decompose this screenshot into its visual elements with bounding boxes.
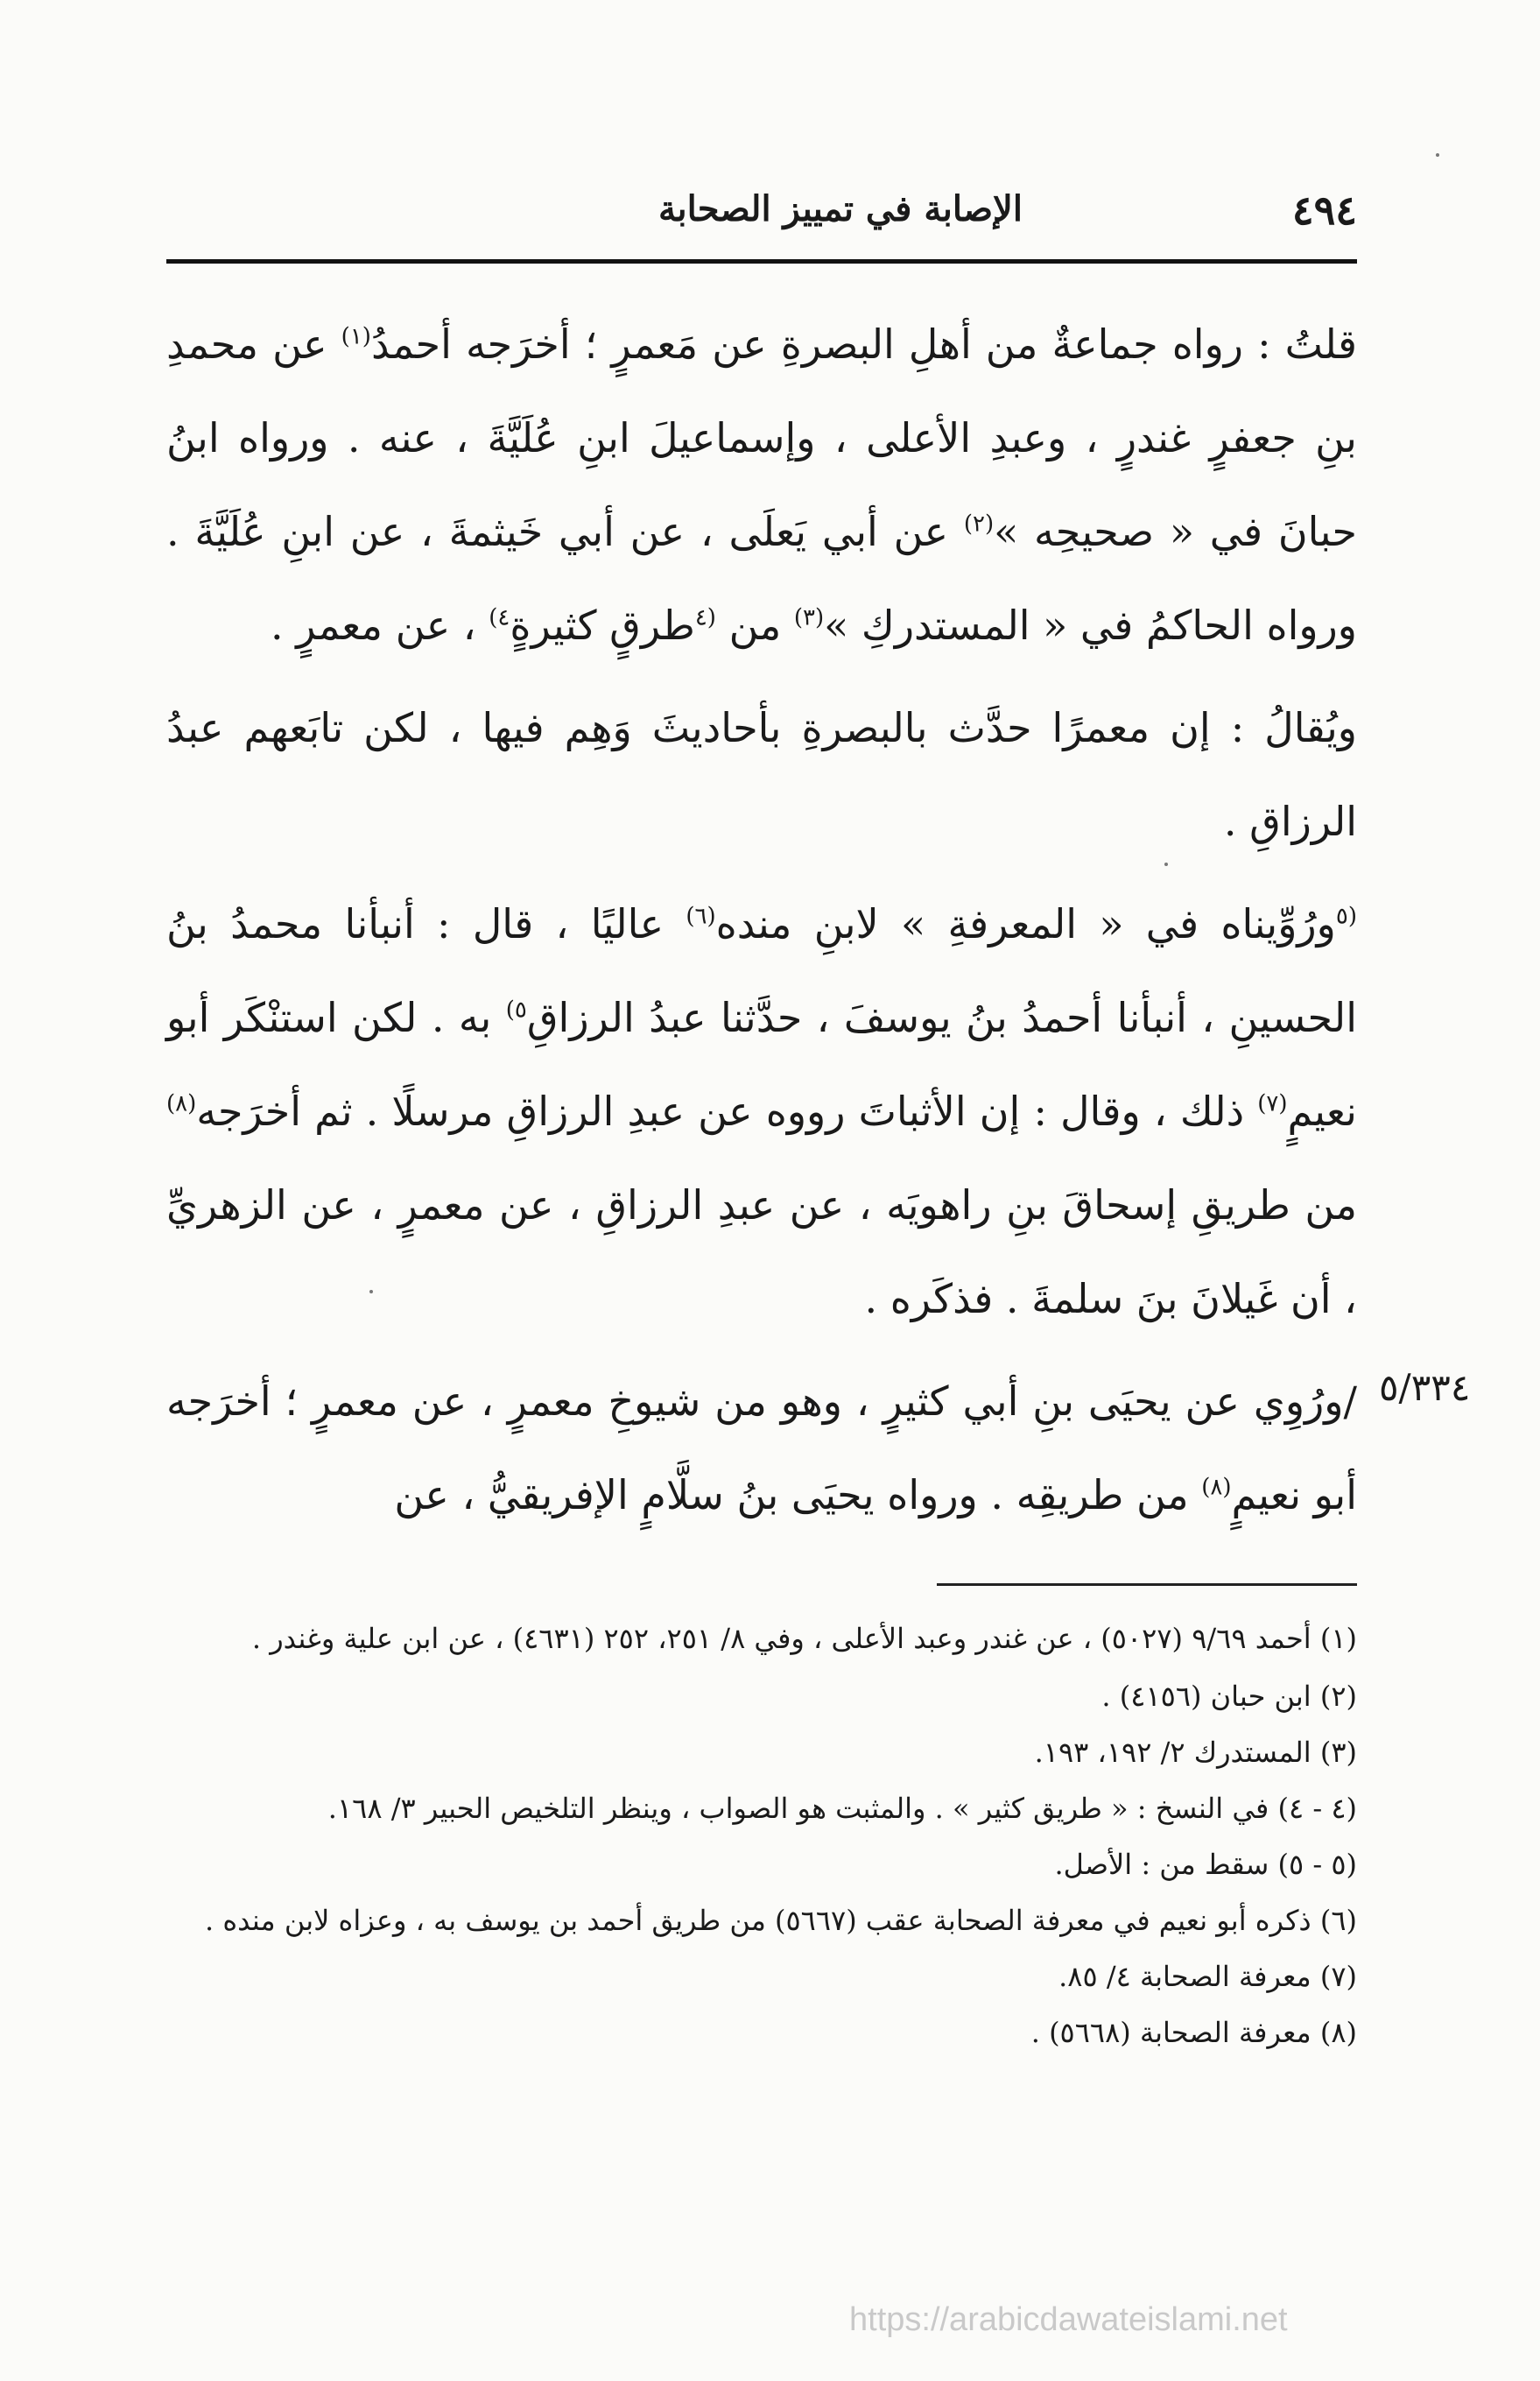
scan-speck (1436, 153, 1439, 157)
footnote-marker: (٤ (694, 604, 716, 631)
text-segment: ذلك ، وقال : إن الأثباتَ رووه عن عبدِ الرزاقِ مرسلًا . ثم أخرَجه (196, 1088, 1258, 1135)
text-segment: عاليًا ، قال : أنبأنا محمدُ بنُ الحسينِ ، أنبأنا أحمدُ بنُ يوسفَ ، حدَّثنا عبدُ الرزاقِ (166, 900, 1357, 1041)
text-paragraph (166, 681, 1357, 869)
header-divider (166, 259, 1357, 264)
footnote-marker: (٨) (166, 1090, 197, 1117)
text-segment: عن محمدِ بنِ جعفرٍ غندرٍ ، وعبدِ الأعلى ، وإسماعيلَ ابنِ عُلَيَّةَ ، عنه . ورواه ابنُ حبانَ في « صحيحِه » (166, 321, 1357, 555)
text-paragraph (166, 298, 1357, 673)
scan-speck (369, 1290, 373, 1293)
footnote-marker: ٥) (505, 997, 527, 1024)
text-segment: عن أبي يَعلَى ، عن أبي خَيثمةَ ، عن ابنِ عُلَيَّةَ . ورواه الحاكمُ في « المستدركِ » (166, 508, 1357, 649)
book-title: الإصابة في تمييز الصحابة (658, 188, 1023, 229)
footnote-item: (٢) ابن حبان (٤١٥٦) . (1101, 1680, 1357, 1713)
footnote-marker: (٧) (1257, 1090, 1288, 1117)
text-paragraph (166, 1355, 1357, 1542)
scan-speck (1164, 863, 1168, 866)
page-header (166, 180, 1357, 241)
text-segment: قلتُ : رواه جماعةٌ من أهلِ البصرةِ عن مَعمرٍ ؛ أخرَجه أحمدُ (370, 321, 1358, 368)
watermark-url: https://arabicdawateislami.net (849, 2301, 1288, 2338)
footnote-marker: (٢) (963, 511, 995, 538)
margin-page-reference: ٥/٣٣٤ (1379, 1366, 1471, 1409)
footnote-marker: (٦) (686, 903, 716, 930)
text-segment: ورُوِّيناه في « المعرفةِ » لابنِ منده (715, 900, 1336, 947)
footnote-marker: (٥ (1335, 903, 1357, 930)
text-segment: طرقٍ كثيرةٍ (510, 602, 695, 649)
footnote-divider (937, 1583, 1357, 1586)
text-segment: من طريقِه . ورواه يحيَى بنُ سلَّامٍ الإفريقيُّ ، عن (394, 1471, 1202, 1518)
footnote-marker: (٨) (1201, 1474, 1232, 1501)
text-segment: /ورُوِي عن يحيَى بنِ أبي كثيرٍ ، وهو من شيوخِ معمرٍ ، عن معمرٍ ؛ أخرَجه أبو نعيمٍ (166, 1377, 1357, 1518)
page-number: ٤٩٤ (1291, 187, 1357, 234)
main-text (166, 298, 1357, 1542)
footnote-item: (٣) المستدرك ٢/ ١٩٢، ١٩٣. (1034, 1736, 1357, 1769)
text-segment: من طريقِ إسحاقَ بنِ راهويَه ، عن عبدِ الرزاقِ ، عن معمرٍ ، عن الزهريِّ ، أن غَيلانَ بنَ سلمةَ . فذكَره . (166, 1181, 1357, 1322)
text-segment: به . لكن استنْكَر أبو نعيمٍ (166, 994, 1357, 1135)
footnote-item: (٥ - ٥) سقط من : الأصل. (1054, 1848, 1357, 1881)
footnote-item: (٦) ذكره أبو نعيم في معرفة الصحابة عقب (٥٦٦٧) من طريق أحمد بن يوسف به ، وعزاه لابن منده . (204, 1904, 1357, 1937)
footnote-item: (٧) معرفة الصحابة ٤/ ٨٥. (1058, 1960, 1357, 1993)
footnote-marker: (٣) (793, 604, 825, 631)
footnote-marker: (١) (341, 323, 371, 350)
text-segment: ويُقالُ : إن معمرًا حدَّث بالبصرةِ بأحاديثَ وَهِم فيها ، لكن تابَعهم عبدُ الرزاقِ . (166, 704, 1357, 845)
footnote-item: (٤ - ٤) في النسخ : « طريق كثير » . والمثبت هو الصواب ، وينظر التلخيص الحبير ٣/ ١٦٨. (327, 1792, 1357, 1825)
text-segment: من (715, 602, 794, 649)
text-segment: ، عن معمرٍ . (271, 602, 489, 649)
text-paragraph (166, 877, 1357, 1346)
footnote-item: (١) أحمد ٩/٦٩ (٥٠٢٧) ، عن غندر وعبد الأعلى ، وفي ٨/ ٢٥١، ٢٥٢ (٤٦٣١) ، عن ابن علية وغندر . (251, 1622, 1357, 1655)
footnote-marker: ٤) (489, 604, 510, 631)
footnotes (166, 1611, 1357, 2063)
footnote-item: (٨) معرفة الصحابة (٥٦٦٨) . (1030, 2016, 1357, 2049)
